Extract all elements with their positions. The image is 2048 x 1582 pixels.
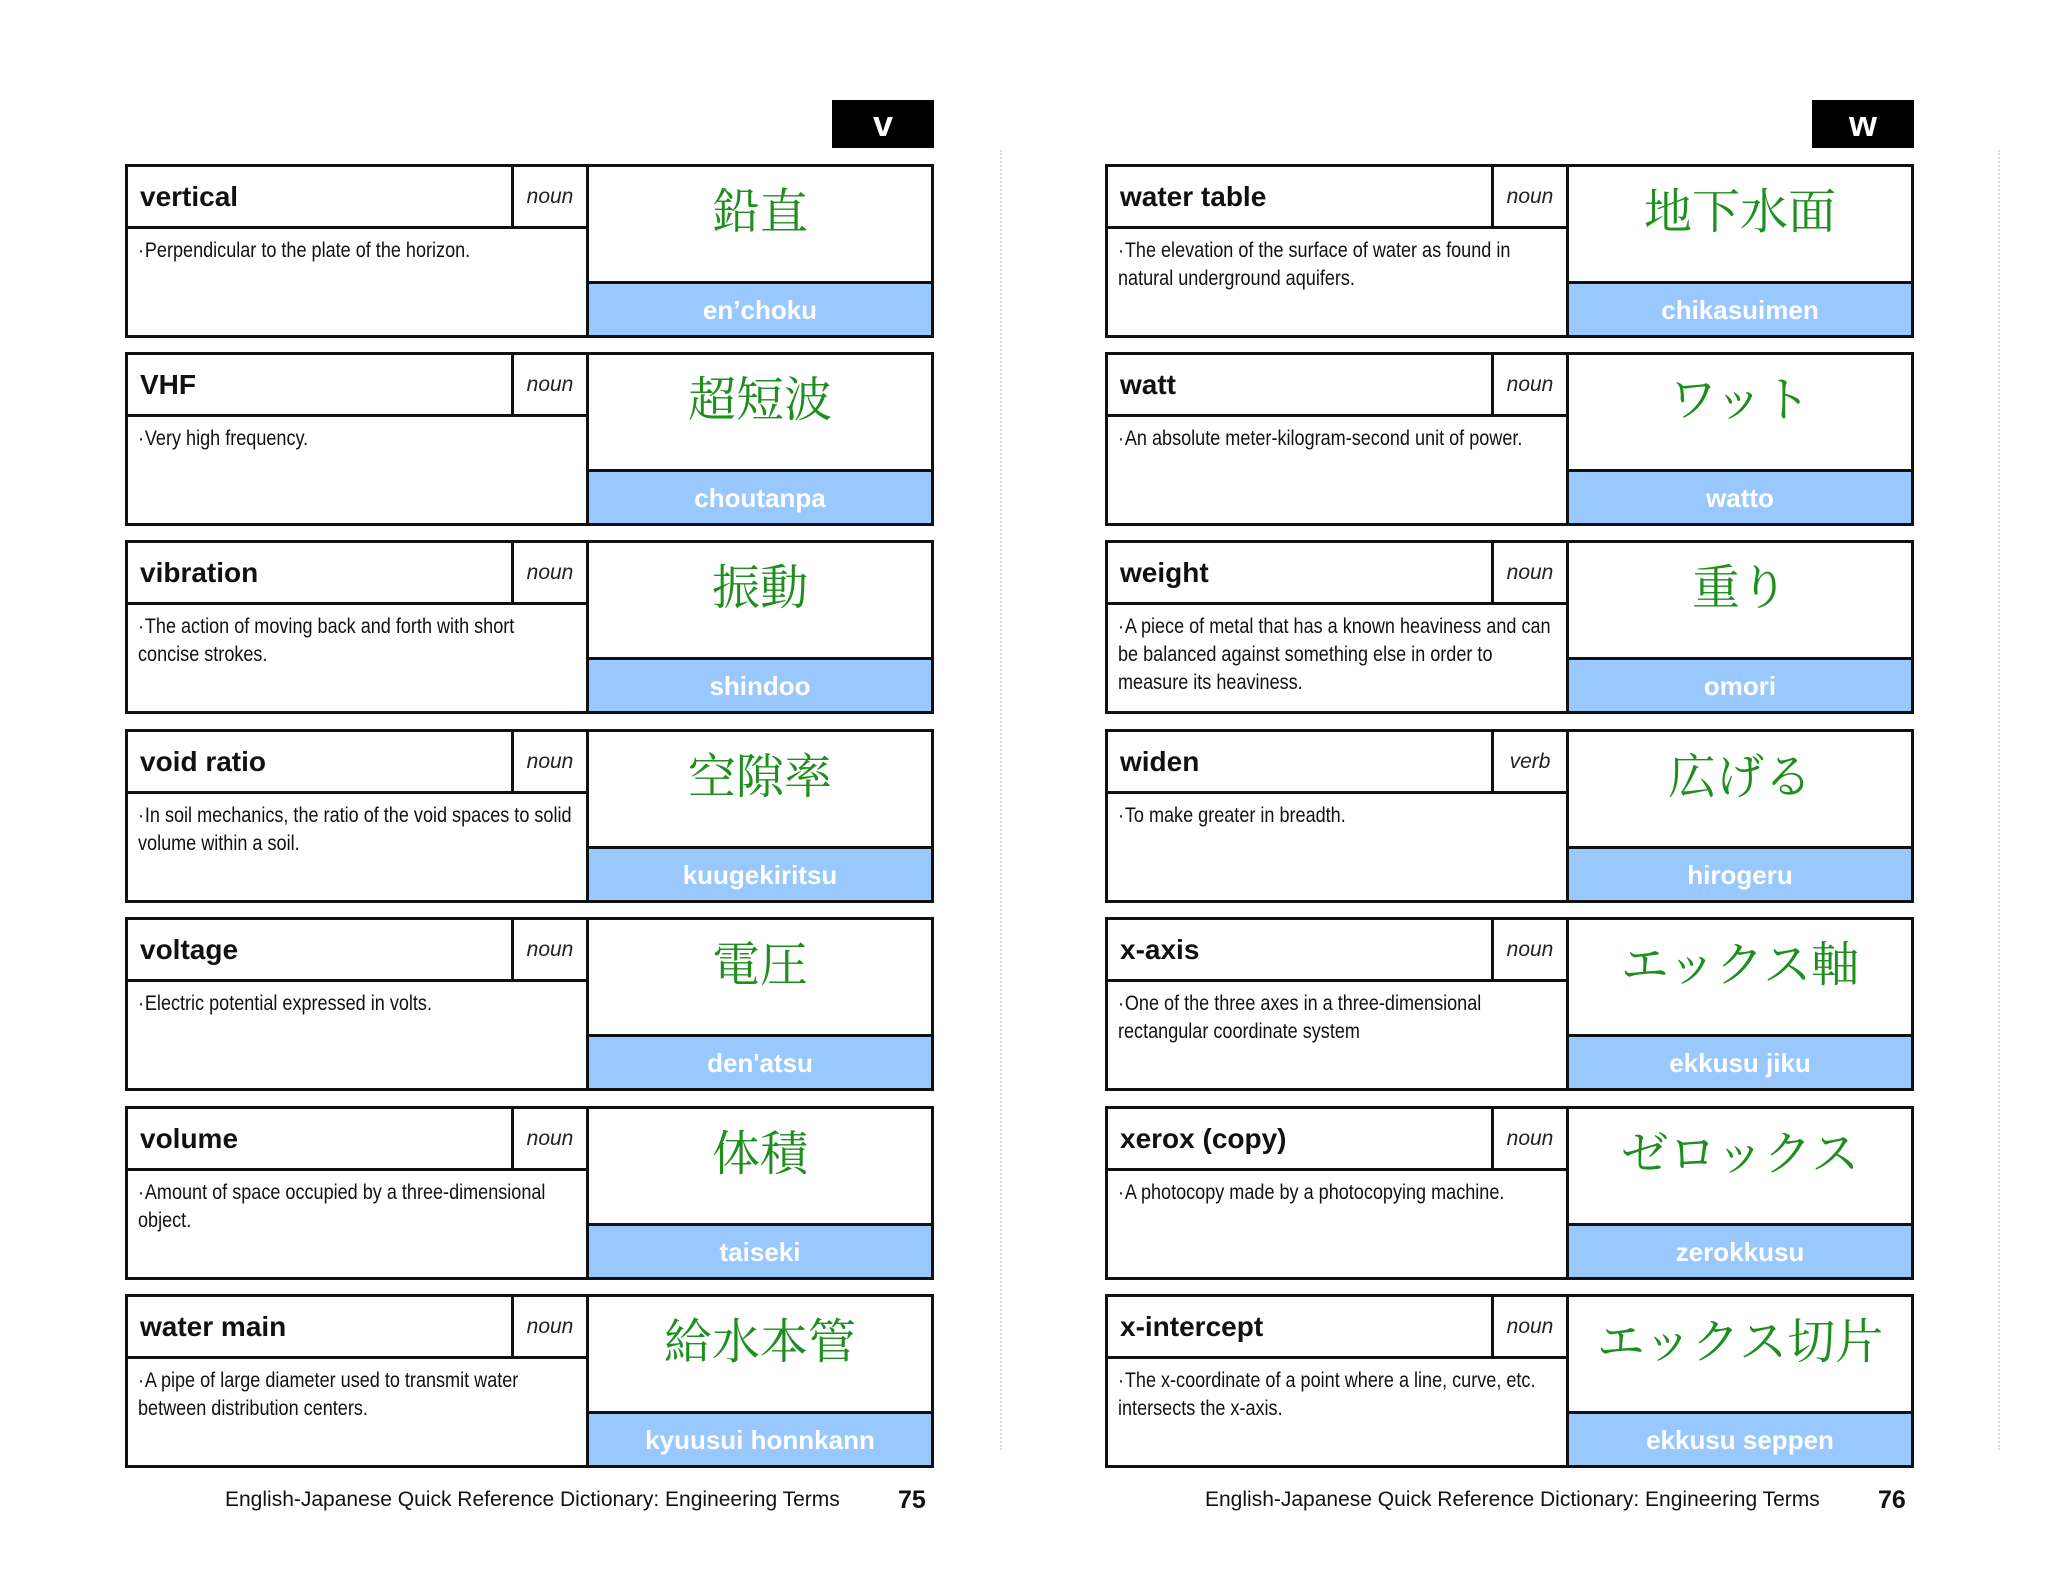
entry-definition [138,1367,572,1423]
dictionary-entry [1105,164,1914,338]
pos-box [1494,167,1566,229]
part-of-speech: noun [526,561,574,584]
dictionary-entry [125,352,934,526]
japanese-box [1566,732,1911,849]
reading-band [586,1226,931,1277]
japanese-term: 空隙率 [687,749,832,805]
term-box [128,543,514,605]
japanese-box [586,167,931,284]
page-left [0,0,1000,1582]
dictionary-entry [125,164,934,338]
term-box [128,1109,514,1171]
romaji-reading: kyuusui honnkann [645,1425,875,1455]
entry-definition [1118,802,1552,830]
part-of-speech: noun [1506,185,1554,208]
romaji-reading: en’choku [702,295,818,325]
term-box [1108,1297,1494,1359]
term-box [128,1297,514,1359]
dictionary-entry [125,729,934,903]
entry-definition [1118,237,1552,293]
dictionary-entry [125,1294,934,1468]
bullet-icon: · [1118,1181,1125,1204]
bullet-icon: · [138,239,145,262]
dictionary-entry [125,540,934,714]
bullet-icon: · [138,992,145,1015]
dictionary-entry [125,917,934,1091]
entry-definition [138,802,572,858]
reading-band [586,660,931,711]
definition-text: The elevation of the surface of water as found in natural underground aquifers. [1118,239,1511,290]
part-of-speech: noun [526,750,574,773]
pos-box [1494,1297,1566,1359]
part-of-speech: noun [1506,561,1554,584]
part-of-speech: noun [1506,938,1554,961]
part-of-speech: noun [526,185,574,208]
term-box [1108,920,1494,982]
japanese-term: 地下水面 [1643,184,1836,240]
definition-text: Electric potential expressed in volts. [144,992,432,1015]
bullet-icon: · [1118,1369,1125,1392]
reading-band [586,284,931,335]
japanese-box [586,1109,931,1226]
definition-text: A pipe of large diameter used to transmit water between distribution centers. [138,1369,519,1420]
letter-tab: w [1812,100,1914,148]
term-box [1108,1109,1494,1171]
entry-definition [1118,613,1552,697]
footer-book-title: English-Japanese Quick Reference Dictionary: Engineering Terms [225,1488,840,1511]
pos-box [514,1109,586,1171]
japanese-box [1566,167,1911,284]
entry-definition [138,237,572,265]
dictionary-entry [1105,917,1914,1091]
entry-definition [138,990,572,1018]
japanese-term: 鉛直 [711,184,808,240]
reading-band [586,1037,931,1088]
definition-text: Very high frequency. [144,427,309,450]
definition-text: In soil mechanics, the ratio of the void spaces to solid volume within a soil. [138,804,572,855]
entry-term: volume [140,1123,239,1154]
bullet-icon: · [1118,615,1125,638]
entry-term: widen [1120,746,1200,777]
japanese-box [1566,1297,1911,1414]
entry-term: weight [1120,557,1209,588]
dictionary-entry [1105,540,1914,714]
term-box [128,355,514,417]
bullet-icon: · [1118,992,1125,1015]
japanese-term: ゼロックス [1620,1126,1860,1182]
pos-box [514,1297,586,1359]
definition-text: Perpendicular to the plate of the horizon. [144,239,471,262]
entry-definition [138,1179,572,1235]
dictionary-entry [125,1106,934,1280]
romaji-reading: shindoo [709,671,811,701]
entry-term: VHF [140,369,196,400]
japanese-box [1566,543,1911,660]
term-box [1108,732,1494,794]
romaji-reading: kuugekiritsu [682,860,838,890]
japanese-term: エックス切片 [1596,1314,1884,1370]
japanese-box [586,543,931,660]
part-of-speech: noun [526,1127,574,1150]
reading-band [586,472,931,523]
bullet-icon: · [1118,427,1125,450]
pos-box [514,355,586,417]
dictionary-entry [1105,1106,1914,1280]
part-of-speech: noun [1506,1127,1554,1150]
letter-tab: v [832,100,934,148]
bullet-icon: · [138,1181,145,1204]
bullet-icon: · [1118,239,1125,262]
japanese-term: 給水本管 [663,1314,856,1370]
bullet-icon: · [138,1369,145,1392]
dictionary-entry [1105,1294,1914,1468]
romaji-reading: den'atsu [707,1048,813,1078]
part-of-speech: noun [526,373,574,396]
bullet-icon: · [138,804,145,827]
part-of-speech: noun [526,938,574,961]
romaji-reading: chikasuimen [1661,295,1819,325]
romaji-reading: zerokkusu [1675,1237,1805,1267]
entry-term: water table [1120,181,1267,212]
reading-band [586,849,931,900]
part-of-speech: verb [1509,750,1551,773]
entry-term: watt [1120,369,1176,400]
dictionary-entry [1105,729,1914,903]
reading-band [1566,849,1911,900]
japanese-term: 重り [1691,560,1788,616]
definition-text: To make greater in breadth. [1124,804,1346,827]
footer-book-title: English-Japanese Quick Reference Dictionary: Engineering Terms [1205,1488,1820,1511]
entry-definition [1118,1367,1552,1423]
page-number: 76 [1878,1486,1906,1514]
japanese-term: 電圧 [711,937,808,993]
japanese-term: 超短波 [687,372,832,428]
entry-term: void ratio [140,746,267,777]
pos-box [514,732,586,794]
pos-box [514,920,586,982]
page-divider [1000,150,1002,1450]
japanese-box [1566,1109,1911,1226]
part-of-speech: noun [1506,373,1554,396]
page-right [980,0,1980,1582]
pos-box [1494,355,1566,417]
japanese-term: エックス軸 [1620,937,1860,993]
definition-text: The action of moving back and forth with short concise strokes. [138,615,515,666]
entry-definition [138,613,572,669]
bullet-icon: · [138,615,145,638]
definition-text: A piece of metal that has a known heaviness and can be balanced against something else in order to measure its heaviness. [1118,615,1551,694]
definition-text: One of the three axes in a three-dimensional rectangular coordinate system [1118,992,1482,1043]
japanese-box [586,920,931,1037]
pos-box [1494,543,1566,605]
romaji-reading: taiseki [719,1237,801,1267]
japanese-term: 振動 [711,560,808,616]
term-box [128,920,514,982]
japanese-box [1566,920,1911,1037]
japanese-box [586,1297,931,1414]
entry-term: xerox (copy) [1120,1123,1287,1154]
japanese-box [586,732,931,849]
entry-term: vibration [140,557,259,588]
romaji-reading: watto [1706,483,1774,513]
entry-definition [138,425,572,453]
definition-text: The x-coordinate of a point where a line, curve, etc. intersects the x-axis. [1118,1369,1536,1420]
pos-box [1494,732,1566,794]
pos-box [1494,1109,1566,1171]
term-box [128,167,514,229]
term-box [1108,543,1494,605]
page-edge [1998,150,2000,1450]
dictionary-entry [1105,352,1914,526]
reading-band [1566,1226,1911,1277]
part-of-speech: noun [1506,1315,1554,1338]
definition-text: Amount of space occupied by a three-dimensional object. [138,1181,546,1232]
term-box [1108,167,1494,229]
entry-term: vertical [140,181,239,212]
bullet-icon: · [1118,804,1125,827]
entry-term: x-intercept [1120,1311,1264,1342]
entry-term: water main [140,1311,287,1342]
reading-band [1566,1037,1911,1088]
reading-band [1566,284,1911,335]
part-of-speech: noun [526,1315,574,1338]
japanese-term: 広げる [1667,749,1812,805]
term-box [1108,355,1494,417]
entry-term: voltage [140,934,239,965]
definition-text: An absolute meter-kilogram-second unit of power. [1124,427,1523,450]
page-number: 75 [898,1486,926,1514]
entry-definition [1118,1179,1552,1207]
japanese-term: 体積 [711,1126,808,1182]
reading-band [1566,1414,1911,1465]
japanese-term: ワット [1669,372,1811,428]
reading-band [586,1414,931,1465]
pos-box [514,543,586,605]
japanese-box [586,355,931,472]
japanese-box [1566,355,1911,472]
pos-box [1494,920,1566,982]
pos-box [514,167,586,229]
reading-band [1566,472,1911,523]
reading-band [1566,660,1911,711]
romaji-reading: hirogeru [1687,860,1793,890]
definition-text: A photocopy made by a photocopying machine. [1124,1181,1505,1204]
entry-definition [1118,990,1552,1046]
romaji-reading: omori [1703,671,1777,701]
entry-term: x-axis [1120,934,1200,965]
romaji-reading: choutanpa [694,483,826,513]
term-box [128,732,514,794]
bullet-icon: · [138,427,145,450]
entry-definition [1118,425,1552,453]
romaji-reading: ekkusu seppen [1646,1425,1834,1455]
romaji-reading: ekkusu jiku [1669,1048,1811,1078]
